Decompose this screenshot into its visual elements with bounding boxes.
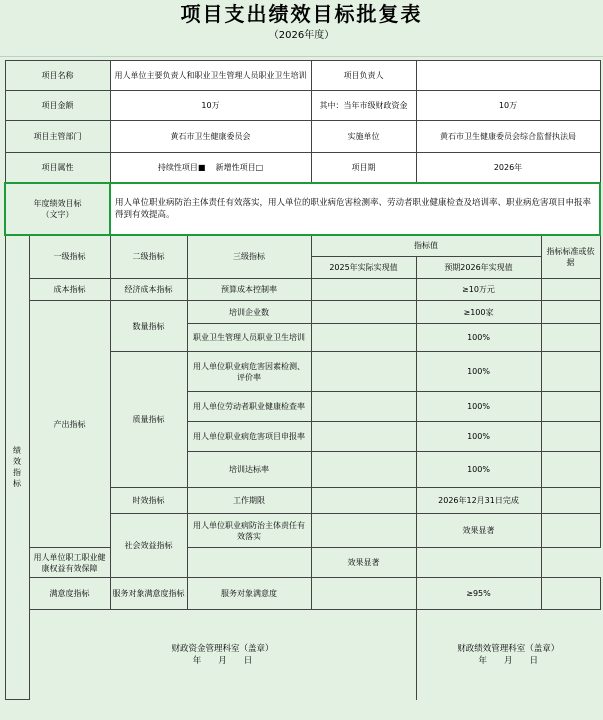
empty-cell bbox=[311, 392, 416, 422]
time-label: 时效指标 bbox=[110, 488, 187, 514]
satisfaction-level3: 服务对象满意度 bbox=[187, 578, 311, 610]
grid-line bbox=[0, 56, 603, 57]
table-row-quantity-value: ≥100家 bbox=[416, 301, 541, 324]
empty-cell bbox=[541, 452, 600, 488]
cost-value: ≥10万元 bbox=[416, 279, 541, 301]
table-row-effect-name: 用人单位职业病防治主体责任有效落实 bbox=[187, 514, 311, 548]
empty-cell bbox=[541, 301, 600, 324]
empty-cell bbox=[541, 488, 600, 514]
table-row-effect-name: 用人单位职工职业健康权益有效保障 bbox=[29, 548, 110, 578]
table-row-effect-value: 效果显著 bbox=[416, 514, 541, 548]
quantity-label: 数量指标 bbox=[110, 301, 187, 352]
satisfaction-level1: 满意度指标 bbox=[29, 578, 110, 610]
empty-cell bbox=[541, 422, 600, 452]
cost-basis bbox=[541, 279, 600, 301]
table-row-quality-name: 用人单位劳动者职业健康检查率 bbox=[187, 392, 311, 422]
goal-label-line1: 年度绩效目标 bbox=[33, 198, 82, 208]
impl-value: 黄石市卫生健康委员会综合监督执法局 bbox=[416, 121, 600, 153]
goal-label-line2: （文字） bbox=[41, 209, 74, 219]
header-level2: 二级指标 bbox=[110, 235, 187, 279]
satisfaction-value: ≥95% bbox=[416, 578, 541, 610]
attr-value bbox=[110, 153, 311, 183]
empty-cell bbox=[311, 422, 416, 452]
header-level1: 一级指标 bbox=[29, 235, 110, 279]
amount-label: 项目金额 bbox=[5, 91, 110, 121]
attr-new: 新增性项目□ bbox=[215, 162, 264, 172]
dept-label: 项目主管部门 bbox=[5, 121, 110, 153]
table-row-quality-value: 100% bbox=[416, 452, 541, 488]
attr-continuing: 持续性项目■ bbox=[157, 162, 206, 172]
header-actual-2025: 2025年实际实现值 bbox=[311, 257, 416, 279]
signature-right bbox=[416, 610, 600, 700]
signature-right-line2: 年 月 日 bbox=[478, 655, 538, 666]
table-row-quantity-name: 培训企业数 bbox=[187, 301, 311, 324]
empty-cell bbox=[541, 352, 600, 392]
output-level1: 产出指标 bbox=[29, 301, 110, 548]
page-title: 项目支出绩效目标批复表 bbox=[180, 2, 423, 26]
effect-level2: 社会效益指标 bbox=[110, 514, 187, 578]
time-value: 2026年12月31日完成 bbox=[416, 488, 541, 514]
owner-label: 项目负责人 bbox=[311, 61, 416, 91]
project-name-value: 用人单位主要负责人和职业卫生管理人员职业卫生培训 bbox=[110, 61, 311, 91]
impl-label: 实施单位 bbox=[311, 121, 416, 153]
table-row-effect-value: 效果显著 bbox=[311, 548, 416, 578]
signature-right-line1: 财政绩效管理科室（盖章） bbox=[457, 643, 560, 654]
cost-level3: 预算成本控制率 bbox=[187, 279, 311, 301]
empty-cell bbox=[541, 392, 600, 422]
empty-cell bbox=[311, 514, 416, 548]
table-row-quality-name: 培训达标率 bbox=[187, 452, 311, 488]
signature-left bbox=[29, 610, 416, 700]
attr-label: 项目属性 bbox=[5, 153, 110, 183]
header-expected-2026: 预期2026年实现值 bbox=[416, 257, 541, 279]
amount-value: 10万 bbox=[110, 91, 311, 121]
performance-table bbox=[4, 60, 600, 700]
table-row-quantity-name: 职业卫生管理人员职业卫生培训 bbox=[187, 324, 311, 352]
period-value: 2026年 bbox=[416, 153, 600, 183]
table-row-quality-value: 100% bbox=[416, 352, 541, 392]
dept-value: 黄石市卫生健康委员会 bbox=[110, 121, 311, 153]
table-row-quality-value: 100% bbox=[416, 422, 541, 452]
time-name: 工作期限 bbox=[187, 488, 311, 514]
empty-cell bbox=[311, 452, 416, 488]
goal-label bbox=[5, 183, 110, 235]
table-row-quality-name: 用人单位职业病危害因素检测、评价率 bbox=[187, 352, 311, 392]
indicator-side-label-text: 绩效指标 bbox=[13, 446, 21, 489]
empty-cell bbox=[311, 324, 416, 352]
signature-left-line1: 财政资金管理科室（盖章） bbox=[171, 643, 274, 654]
period-label: 项目期 bbox=[311, 153, 416, 183]
table-row-quality-value: 100% bbox=[416, 392, 541, 422]
cost-level2: 经济成本指标 bbox=[110, 279, 187, 301]
header-value-group: 指标值 bbox=[311, 235, 541, 257]
signature-left-line2: 年 月 日 bbox=[192, 655, 253, 666]
empty-cell bbox=[541, 578, 600, 610]
fiscal-value: 10万 bbox=[416, 91, 600, 121]
empty-cell bbox=[311, 488, 416, 514]
empty-cell bbox=[187, 548, 311, 578]
empty-cell bbox=[311, 578, 416, 610]
quality-label: 质量指标 bbox=[110, 352, 187, 488]
owner-value bbox=[416, 61, 600, 91]
empty-cell bbox=[311, 352, 416, 392]
empty-cell bbox=[541, 324, 600, 352]
header-level3: 三级指标 bbox=[187, 235, 311, 279]
satisfaction-level2: 服务对象满意度指标 bbox=[110, 578, 187, 610]
header-basis: 指标标准或依据 bbox=[541, 235, 600, 279]
empty-cell bbox=[541, 514, 600, 548]
page-subtitle: （2026年度） bbox=[268, 30, 335, 41]
goal-text: 用人单位职业病防治主体责任有效落实，用人单位的职业病危害检测率、劳动者职业健康检查及培训率、职业病危害项目申报率得到有效提高。 bbox=[110, 183, 600, 235]
fiscal-label: 其中：当年市级财政资金 bbox=[311, 91, 416, 121]
cost-actual bbox=[311, 279, 416, 301]
cost-level1: 成本指标 bbox=[29, 279, 110, 301]
project-name-label: 项目名称 bbox=[5, 61, 110, 91]
empty-cell bbox=[311, 301, 416, 324]
table-row-quantity-value: 100% bbox=[416, 324, 541, 352]
indicator-side-label bbox=[5, 235, 29, 700]
table-row-quality-name: 用人单位职业病危害项目申报率 bbox=[187, 422, 311, 452]
empty-cell bbox=[416, 548, 541, 578]
